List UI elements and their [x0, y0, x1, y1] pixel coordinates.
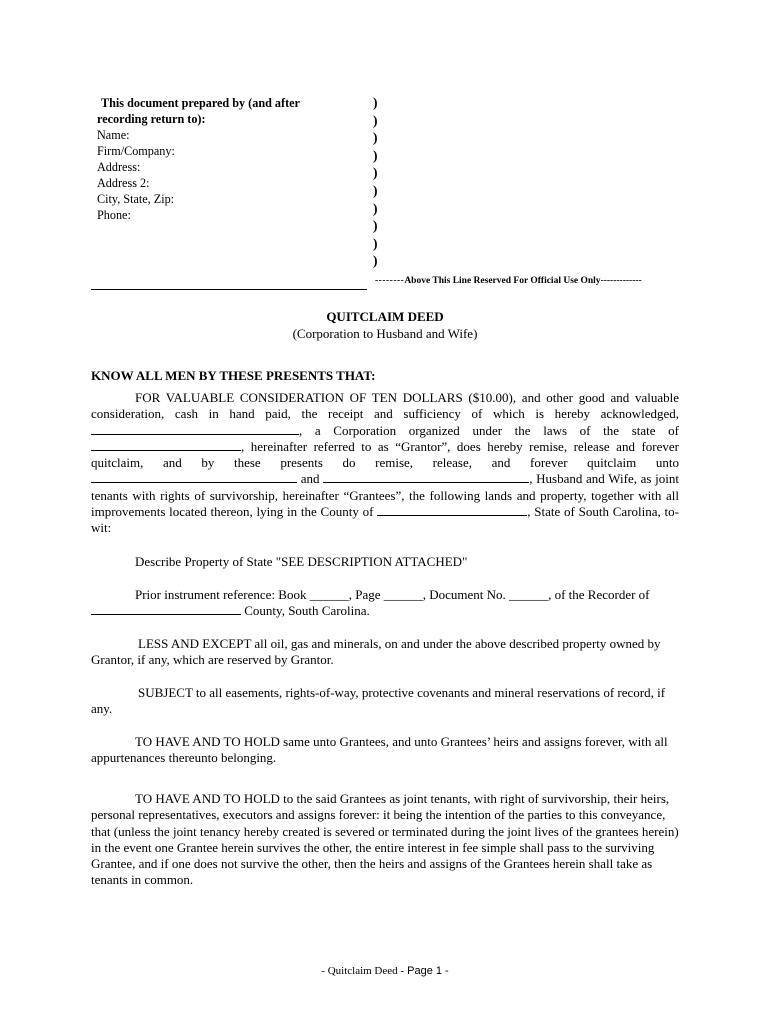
remise-release-text: , hereinafter referred to as “Grantor”, does hereby remise, release and forever quitclaim, and by these presents do remise, release, and forever quitclaim unto — [91, 438, 679, 471]
grantee2-name-blank[interactable] — [323, 471, 529, 483]
footer-page-number: Page 1 - — [407, 965, 449, 977]
grantee1-name-blank[interactable] — [91, 471, 297, 483]
book-blank[interactable]: ______ — [309, 587, 349, 602]
subject-to-paragraph: SUBJECT to all easements, rights-of-way, protective covenants and mineral reservations of record, if any. — [91, 685, 666, 717]
bracket: ) — [373, 182, 378, 198]
survivorship-paragraph: TO HAVE AND TO HOLD to the said Grantees as joint tenants, with right of survivorship, their heirs, personal representatives, executors and assigns forever: it being the intention of the parties to this conveyance, that (unless the joint tenancy hereby created is severed or terminated during the joint lives of the grantees herein) in the event one Grantee herein survives the other, the entire interest in fee simple shall pass to the surviving Grantee, and if one does not survive the other, then the heirs and assigns of the Grantees herein shall take as tenants in common. — [91, 791, 679, 888]
and-text: and — [300, 471, 320, 487]
dashes-left: -------- — [375, 276, 405, 286]
bracket: ) — [373, 218, 378, 234]
page-blank[interactable]: ______ — [383, 587, 423, 602]
county-blank[interactable] — [377, 504, 527, 516]
bracket: ) — [373, 95, 378, 110]
grantor-name-blank[interactable] — [91, 423, 299, 435]
official-use-notice — [375, 276, 642, 286]
preparer-heading-line1: This document prepared by (and after — [101, 96, 300, 110]
bracket: ) — [373, 130, 378, 146]
county-south-carolina-text: County, South Carolina. — [244, 603, 370, 619]
bracket: ) — [373, 200, 378, 216]
bracket: ) — [373, 147, 378, 163]
preparer-block — [97, 95, 367, 223]
prior-instrument-paragraph — [91, 587, 679, 620]
corporation-text: , a Corporation organized under the laws of the state of — [299, 422, 679, 438]
know-all-men-heading: KNOW ALL MEN BY THESE PRESENTS THAT: — [91, 368, 376, 383]
consideration-text: FOR VALUABLE CONSIDERATION OF TEN DOLLARS ($10.00), and other good and valuable consideration, cash in hand paid, the receipt and sufficiency of which is hereby acknowledged, — [91, 390, 679, 422]
page-label: , Page — [348, 587, 381, 602]
bracket: ) — [373, 165, 378, 181]
footer-label: - Quitclaim Deed - — [321, 965, 405, 977]
book-label: Prior instrument reference: Book — [135, 587, 307, 602]
bracket: ) — [373, 253, 378, 269]
recorder-county-blank[interactable] — [91, 603, 241, 615]
preparer-heading-line2: recording return to): — [97, 112, 206, 126]
document-subtitle: (Corporation to Husband and Wife) — [292, 326, 478, 341]
grantor-state-blank[interactable] — [91, 439, 241, 451]
bracket: ) — [373, 235, 378, 251]
consideration-paragraph — [91, 390, 679, 537]
official-use-text: Above This Line Reserved For Official Use Only — [404, 276, 601, 286]
firm-label: Firm/Company: — [97, 144, 175, 158]
less-and-except-paragraph: LESS AND EXCEPT all oil, gas and minerals, on and under the above described property owned by Grantor, if any, which are reserved by Grantor. — [91, 636, 661, 668]
habendum-paragraph: TO HAVE AND TO HOLD same unto Grantees, and unto Grantees’ heirs and assigns forever, with all appurtenances thereunto belonging. — [91, 734, 668, 766]
page-footer — [0, 965, 770, 977]
state-to-wit-text: , State of South Carolina, to-wit: — [91, 504, 679, 536]
dashes-right: ------------- — [600, 276, 642, 286]
recorder-label: , of the Recorder of — [548, 587, 650, 602]
bracket-column — [373, 94, 378, 270]
name-label: Name: — [97, 128, 130, 142]
document-no-label: , Document No. — [422, 587, 506, 602]
city-state-zip-label: City, State, Zip: — [97, 192, 175, 206]
phone-label: Phone: — [97, 208, 131, 222]
address2-label: Address 2: — [97, 176, 150, 190]
property-description: Describe Property of State "SEE DESCRIPTION ATTACHED" — [135, 554, 468, 569]
document-title: QUITCLAIM DEED — [326, 309, 444, 324]
address-label: Address: — [97, 160, 141, 174]
recording-divider-line — [91, 289, 367, 290]
joint-tenants-text: , Husband and Wife, as joint tenants with rights of survivorship, hereinafter “Grantees”, the following lands and property, together with all improvements located thereon, lying in the County of — [91, 471, 680, 520]
document-no-blank[interactable]: ______ — [509, 587, 549, 602]
bracket: ) — [373, 112, 378, 128]
